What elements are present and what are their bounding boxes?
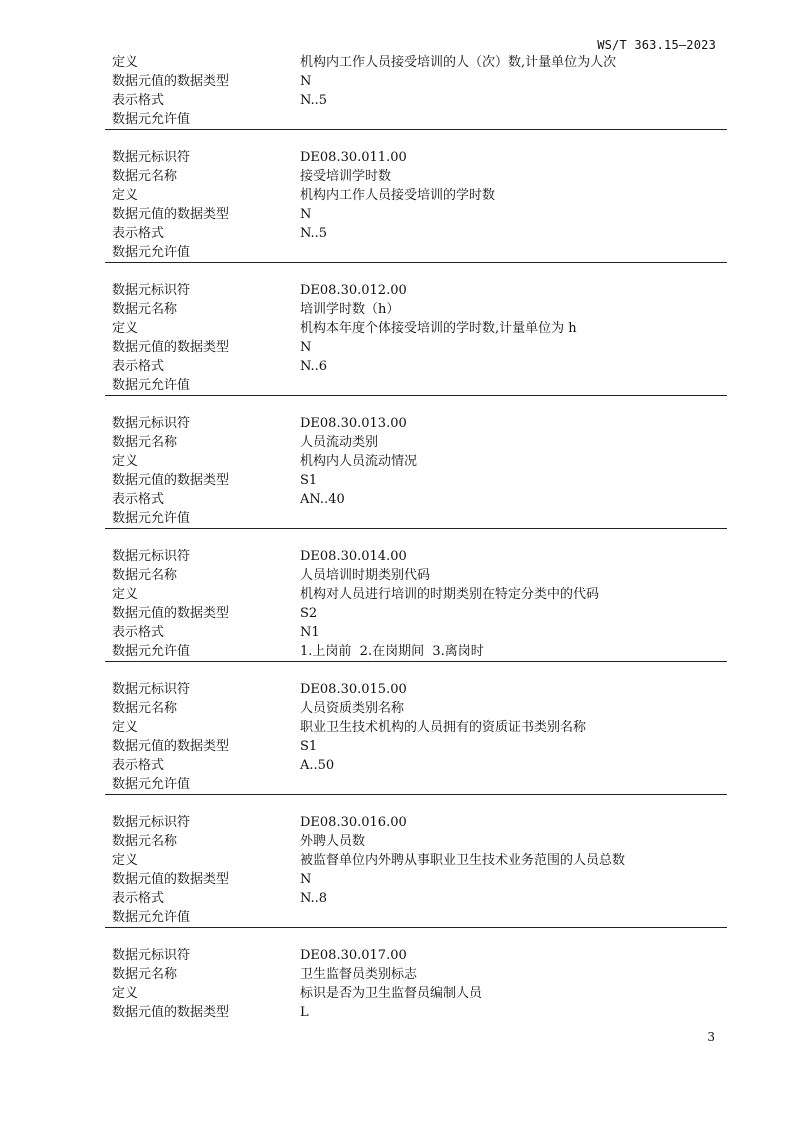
row-format xyxy=(105,224,727,243)
format-value: AN..40 xyxy=(300,492,345,507)
definition-value: 机构本年度个体接受培训的学时数,计量单位为 h xyxy=(300,321,577,336)
allowed-values-label: 数据元允许值 xyxy=(112,910,191,925)
format-label: 表示格式 xyxy=(112,891,165,906)
data-element-block xyxy=(105,813,727,928)
row-format xyxy=(105,357,727,376)
data-type-value: N xyxy=(300,340,312,355)
data-type-label: 数据元值的数据类型 xyxy=(112,340,230,355)
format-label: 表示格式 xyxy=(112,758,165,773)
name-label: 数据元名称 xyxy=(112,302,178,317)
format-value: A..50 xyxy=(300,758,335,773)
definition-label: 定义 xyxy=(112,321,139,336)
data-type-value: L xyxy=(300,1005,309,1020)
definition-value: 标识是否为卫生监督员编制人员 xyxy=(300,986,483,1001)
data-element-list xyxy=(105,53,727,1022)
data-type-label: 数据元值的数据类型 xyxy=(112,74,230,89)
identifier-label: 数据元标识符 xyxy=(112,283,191,298)
name-value: 人员培训时期类别代码 xyxy=(300,568,431,583)
allowed-values-label: 数据元允许值 xyxy=(112,112,191,127)
identifier-label: 数据元标识符 xyxy=(112,682,191,697)
definition-label: 定义 xyxy=(112,986,139,1001)
row-identifier xyxy=(105,148,727,167)
data-type-label: 数据元值的数据类型 xyxy=(112,739,230,754)
row-identifier xyxy=(105,680,727,699)
data-type-value: S2 xyxy=(300,606,318,621)
row-format xyxy=(105,756,727,775)
page-number: 3 xyxy=(707,1030,715,1044)
row-definition xyxy=(105,851,727,870)
identifier-label: 数据元标识符 xyxy=(112,416,191,431)
allowed-values-label: 数据元允许值 xyxy=(112,378,191,393)
data-type-value: N xyxy=(300,872,312,887)
row-allowed-values xyxy=(105,243,727,262)
row-allowed-values xyxy=(105,642,727,661)
data-type-label: 数据元值的数据类型 xyxy=(112,473,230,488)
format-value: N..6 xyxy=(300,359,328,374)
row-allowed-values xyxy=(105,376,727,395)
identifier-value: DE08.30.015.00 xyxy=(300,682,407,697)
row-identifier xyxy=(105,813,727,832)
format-value: N..8 xyxy=(300,891,328,906)
name-label: 数据元名称 xyxy=(112,169,178,184)
row-definition xyxy=(105,585,727,604)
data-type-value: S1 xyxy=(300,473,318,488)
row-allowed-values xyxy=(105,509,727,528)
allowed-values-value xyxy=(300,243,727,262)
format-value: N..5 xyxy=(300,226,328,241)
format-label: 表示格式 xyxy=(112,359,165,374)
allowed-values-value xyxy=(300,775,727,794)
name-label: 数据元名称 xyxy=(112,967,178,982)
data-element-block xyxy=(105,680,727,795)
data-element-block xyxy=(105,547,727,662)
name-value: 卫生监督员类别标志 xyxy=(300,967,418,982)
identifier-value: DE08.30.013.00 xyxy=(300,416,407,431)
name-value: 接受培训学时数 xyxy=(300,169,392,184)
allowed-values-value xyxy=(300,110,727,129)
row-data-type xyxy=(105,737,727,756)
row-name xyxy=(105,167,727,186)
allowed-values-label: 数据元允许值 xyxy=(112,777,191,792)
name-value: 人员资质类别名称 xyxy=(300,701,405,716)
row-definition xyxy=(105,718,727,737)
row-definition xyxy=(105,319,727,338)
data-type-label: 数据元值的数据类型 xyxy=(112,872,230,887)
definition-value: 机构内人员流动情况 xyxy=(300,454,418,469)
format-value: N1 xyxy=(300,625,320,640)
row-name xyxy=(105,433,727,452)
allowed-values-value xyxy=(300,908,727,927)
row-identifier xyxy=(105,281,727,300)
identifier-label: 数据元标识符 xyxy=(112,549,191,564)
data-element-block xyxy=(105,414,727,529)
definition-value: 机构对人员进行培训的时期类别在特定分类中的代码 xyxy=(300,587,600,602)
data-element-block xyxy=(105,148,727,263)
row-allowed-values xyxy=(105,775,727,794)
row-name xyxy=(105,699,727,718)
name-label: 数据元名称 xyxy=(112,435,178,450)
definition-value: 职业卫生技术机构的人员拥有的资质证书类别名称 xyxy=(300,720,587,735)
row-allowed-values xyxy=(105,908,727,927)
standard-code: WS/T 363.15—2023 xyxy=(597,38,716,52)
identifier-label: 数据元标识符 xyxy=(112,948,191,963)
row-data-type xyxy=(105,604,727,623)
row-data-type xyxy=(105,870,727,889)
definition-value: 被监督单位内外聘从事职业卫生技术业务范围的人员总数 xyxy=(300,853,626,868)
identifier-value: DE08.30.017.00 xyxy=(300,948,407,963)
definition-value: 机构内工作人员接受培训的人（次）数,计量单位为人次 xyxy=(300,55,617,70)
data-type-label: 数据元值的数据类型 xyxy=(112,1005,230,1020)
row-identifier xyxy=(105,414,727,433)
definition-label: 定义 xyxy=(112,587,139,602)
row-data-type xyxy=(105,72,727,91)
allowed-values-label: 数据元允许值 xyxy=(112,511,191,526)
row-data-type xyxy=(105,1003,727,1022)
identifier-value: DE08.30.012.00 xyxy=(300,283,407,298)
identifier-value: DE08.30.011.00 xyxy=(300,150,407,165)
data-type-value: N xyxy=(300,74,312,89)
definition-label: 定义 xyxy=(112,853,139,868)
data-type-label: 数据元值的数据类型 xyxy=(112,606,230,621)
row-format xyxy=(105,623,727,642)
name-label: 数据元名称 xyxy=(112,834,178,849)
name-value: 人员流动类别 xyxy=(300,435,379,450)
row-identifier xyxy=(105,946,727,965)
row-format xyxy=(105,91,727,110)
definition-value: 机构内工作人员接受培训的学时数 xyxy=(300,188,496,203)
format-label: 表示格式 xyxy=(112,625,165,640)
allowed-values-label: 数据元允许值 xyxy=(112,245,191,260)
identifier-value: DE08.30.014.00 xyxy=(300,549,407,564)
allowed-values-value: 1.上岗前 2.在岗期间 3.离岗时 xyxy=(300,644,484,659)
name-value: 培训学时数（h） xyxy=(300,302,400,317)
format-label: 表示格式 xyxy=(112,492,165,507)
data-type-label: 数据元值的数据类型 xyxy=(112,207,230,222)
row-definition xyxy=(105,452,727,471)
row-data-type xyxy=(105,205,727,224)
definition-label: 定义 xyxy=(112,454,139,469)
name-value: 外聘人员数 xyxy=(300,834,366,849)
identifier-label: 数据元标识符 xyxy=(112,815,191,830)
definition-label: 定义 xyxy=(112,720,139,735)
row-definition xyxy=(105,186,727,205)
name-label: 数据元名称 xyxy=(112,568,178,583)
format-label: 表示格式 xyxy=(112,93,165,108)
data-element-block xyxy=(105,281,727,396)
row-data-type xyxy=(105,338,727,357)
row-allowed-values xyxy=(105,110,727,129)
name-label: 数据元名称 xyxy=(112,701,178,716)
row-definition xyxy=(105,984,727,1003)
row-definition xyxy=(105,53,727,72)
definition-label: 定义 xyxy=(112,188,139,203)
allowed-values-label: 数据元允许值 xyxy=(112,644,191,659)
row-name xyxy=(105,300,727,319)
data-element-block xyxy=(105,53,727,130)
data-element-block xyxy=(105,946,727,1022)
row-data-type xyxy=(105,471,727,490)
allowed-values-value xyxy=(300,509,727,528)
row-name xyxy=(105,832,727,851)
data-type-value: S1 xyxy=(300,739,318,754)
format-label: 表示格式 xyxy=(112,226,165,241)
identifier-value: DE08.30.016.00 xyxy=(300,815,407,830)
format-value: N..5 xyxy=(300,93,328,108)
row-format xyxy=(105,889,727,908)
data-type-value: N xyxy=(300,207,312,222)
row-name xyxy=(105,566,727,585)
allowed-values-value xyxy=(300,376,727,395)
row-identifier xyxy=(105,547,727,566)
row-name xyxy=(105,965,727,984)
identifier-label: 数据元标识符 xyxy=(112,150,191,165)
definition-label: 定义 xyxy=(112,55,139,70)
row-format xyxy=(105,490,727,509)
